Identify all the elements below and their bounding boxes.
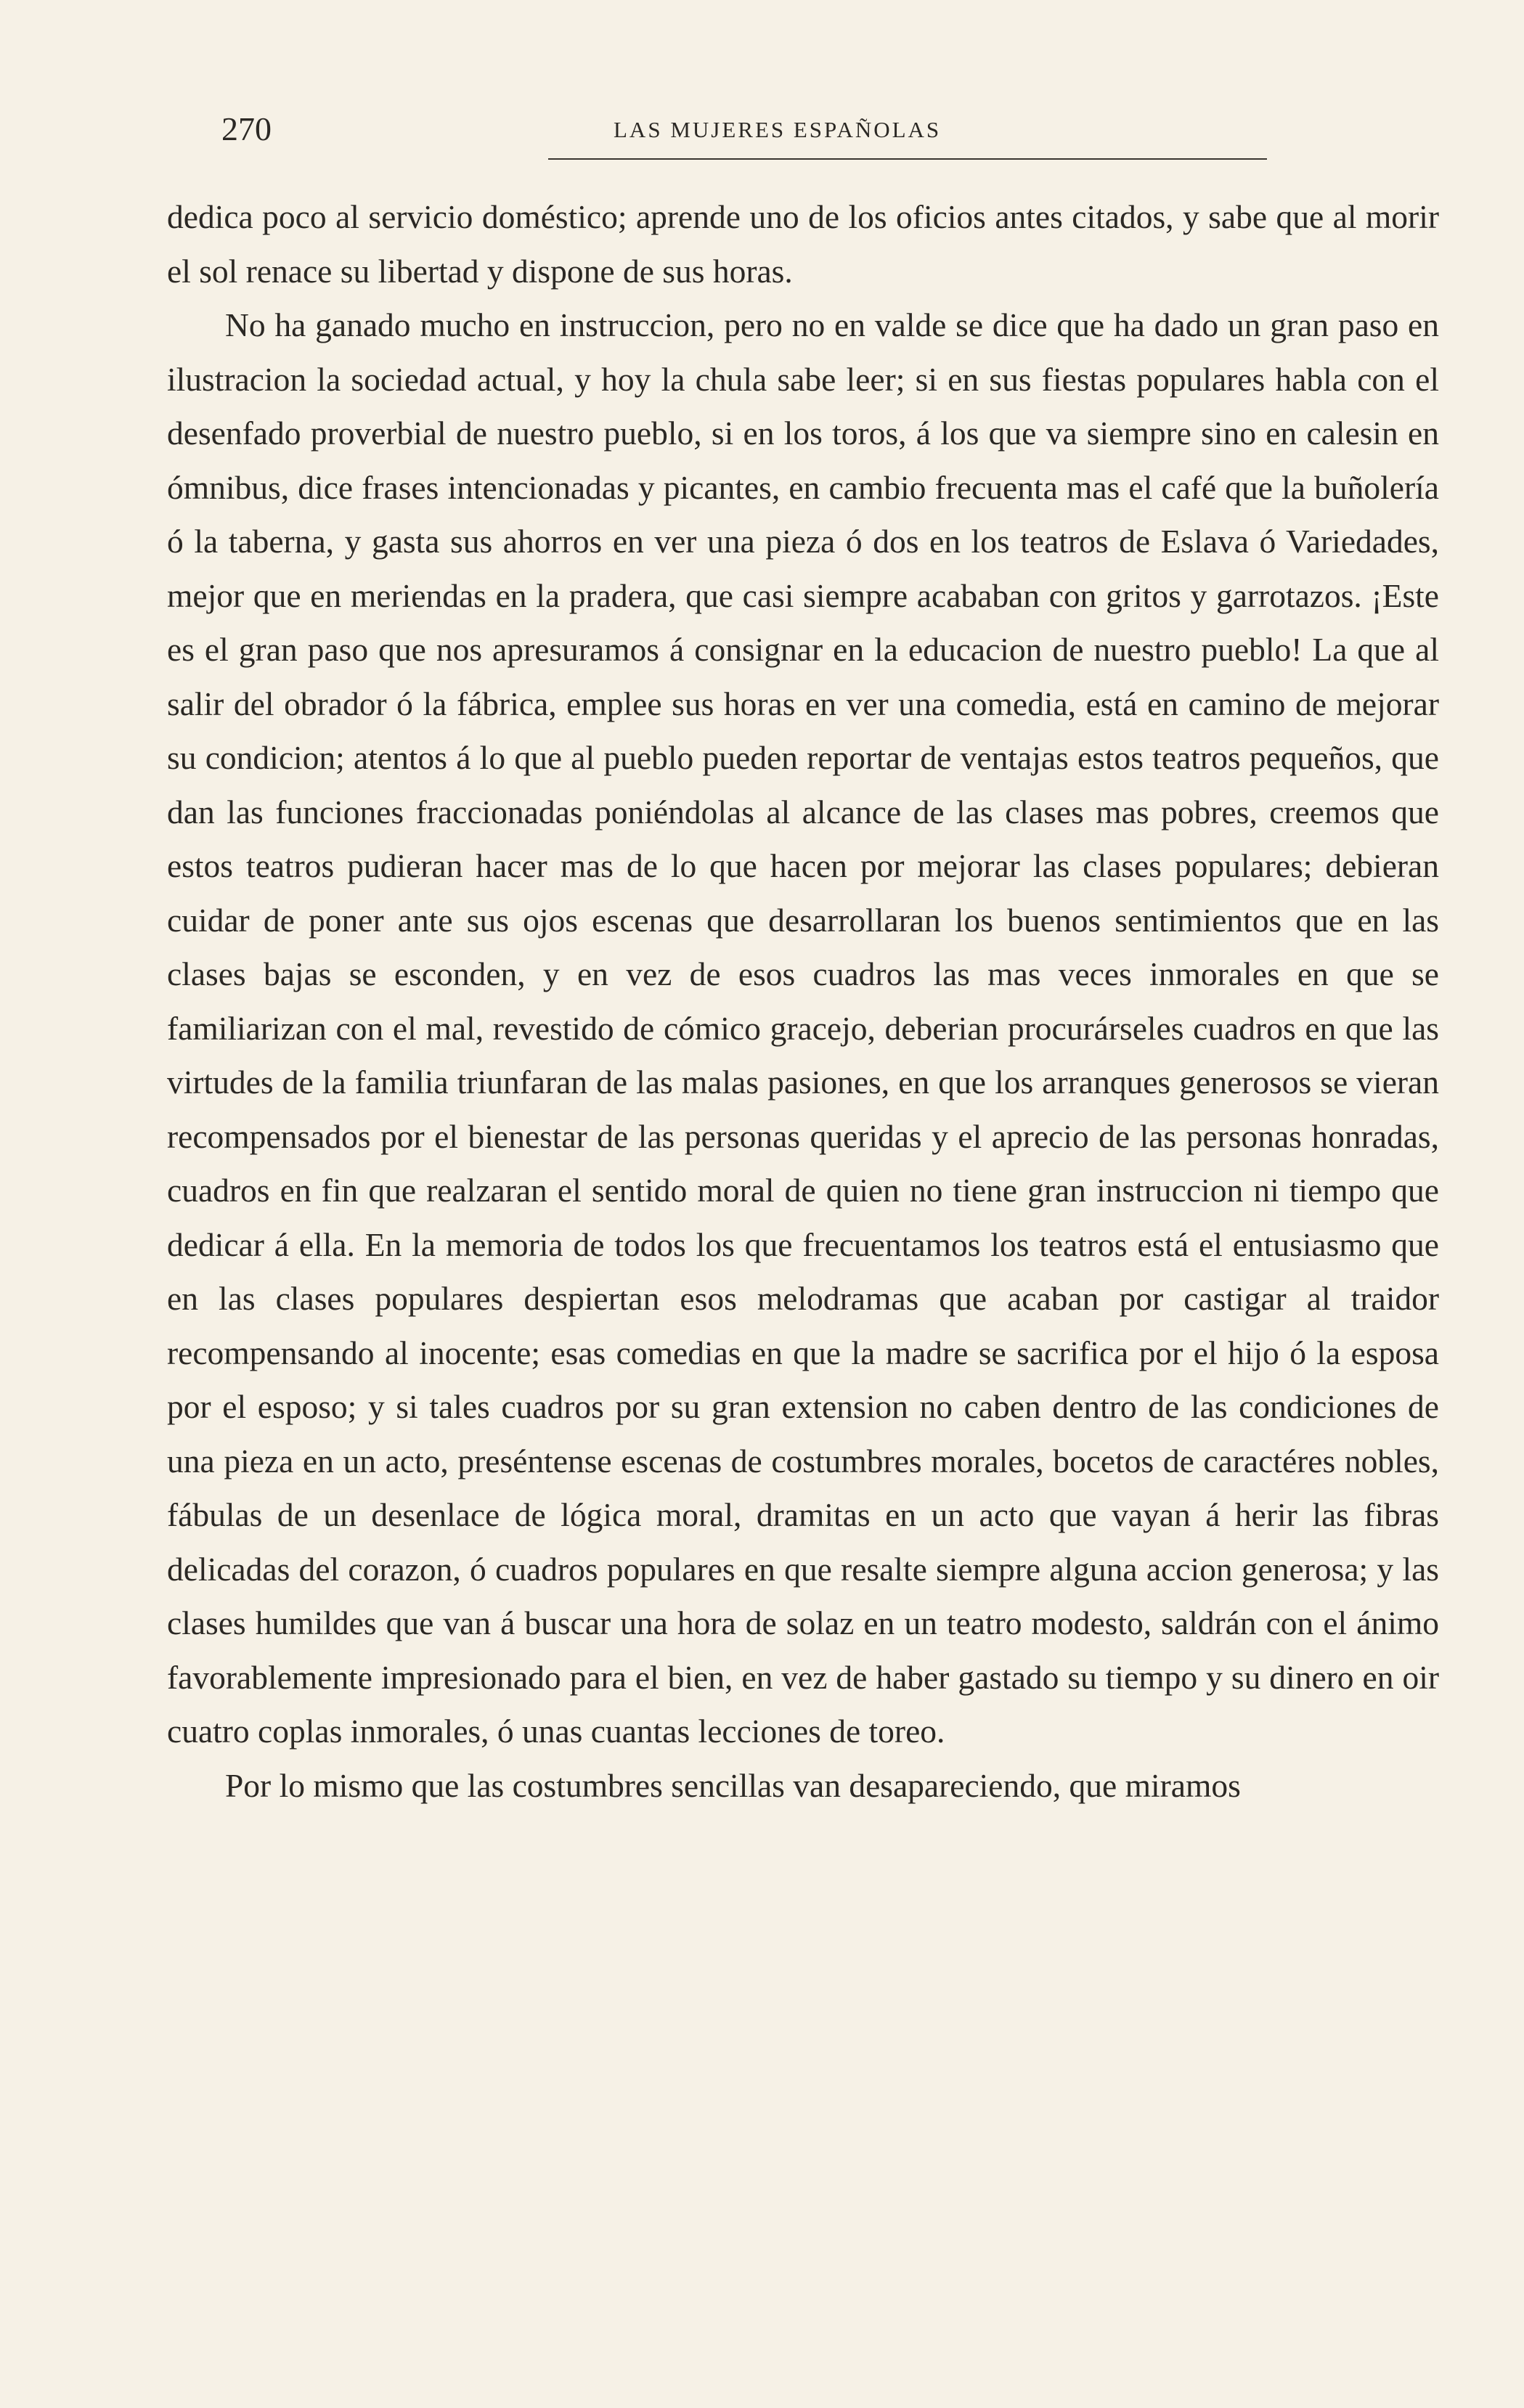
- page-number: 270: [221, 110, 272, 147]
- paragraph: No ha ganado mucho en instruccion, pero no en valde se dice que ha dado un gran paso en ilustracion la sociedad actual, y hoy la chula sabe leer; si en sus fiestas populares habla con el desenfado proverbial de nuestro pueblo, si en los toros, á los que va siempre sino en calesin en ómnibus, dice frases intencionadas y picantes, en cambio frecuenta mas el café que la buñolería ó la taberna, y gasta sus ahorros en ver una pieza ó dos en los teatros de Eslava ó Variedades, mejor que en meriendas en la pradera, que casi siempre acababan con gritos y garrotazos. ¡Este es el gran paso que nos apresuramos á consignar en la educacion de nuestro pueblo! La que al salir del obrador ó la fábrica, emplee sus horas en ver una comedia, está en camino de mejorar su condicion; atentos á lo que al pueblo pueden reportar de ventajas estos teatros pequeños, que dan las funciones fraccionadas poniéndolas al alcance de las clases mas pobres, creemos que estos teatros pudieran hacer mas de lo que hacen por mejorar las clases populares; debieran cuidar de poner ante sus ojos escenas que desarrollaran los buenos sentimientos que en las clases bajas se esconden, y en vez de esos cuadros las mas veces inmorales en que se familiarizan con el mal, revestido de cómico gracejo, deberian procurárseles cuadros en que las virtudes de la familia triunfaran de las malas pasiones, en que los arranques generosos se vieran recompensados por el bienestar de las personas queridas y el aprecio de las personas honradas, cuadros en fin que realzaran el sentido moral de quien no tiene gran instruccion ni tiempo que dedicar á ella. En la memoria de todos los que frecuentamos los teatros está el entusiasmo que en las clases populares despiertan esos melodramas que acaban por castigar al traidor recompensando al inocente; esas comedias en que la madre se sacrifica por el hijo ó la esposa por el esposo; y si tales cuadros por su gran extension no caben dentro de las condiciones de una pieza en un acto, preséntense escenas de costumbres morales, bocetos de caractéres nobles, fábulas de un desenlace de lógica moral, dramitas en un acto que vayan á herir las fibras delicadas del corazon, ó cuadros populares en que resalte siempre alguna accion generosa; y las clases humildes que van á buscar una hora de solaz en un teatro modesto, saldrán con el ánimo favorablemente impresionado para el bien, en vez de haber gastado su tiempo y su dinero en oir cuatro coplas inmorales, ó unas cuantas lecciones de toreo.: [167, 306, 1439, 1750]
- running-head: [221, 107, 1492, 151]
- paragraph: Por lo mismo que las costumbres sencillas van desapareciendo, que miramos: [225, 1766, 1241, 1804]
- running-title: LAS MUJERES ESPAÑOLAS: [614, 117, 942, 142]
- body-text: [167, 190, 1439, 1813]
- paragraph-continuation: dedica poco al servicio doméstico; aprende uno de los oficios antes citados, y sabe que al morir el sol renace su libertad y dispone de sus horas.: [167, 198, 1439, 290]
- header-rule: [548, 158, 1267, 160]
